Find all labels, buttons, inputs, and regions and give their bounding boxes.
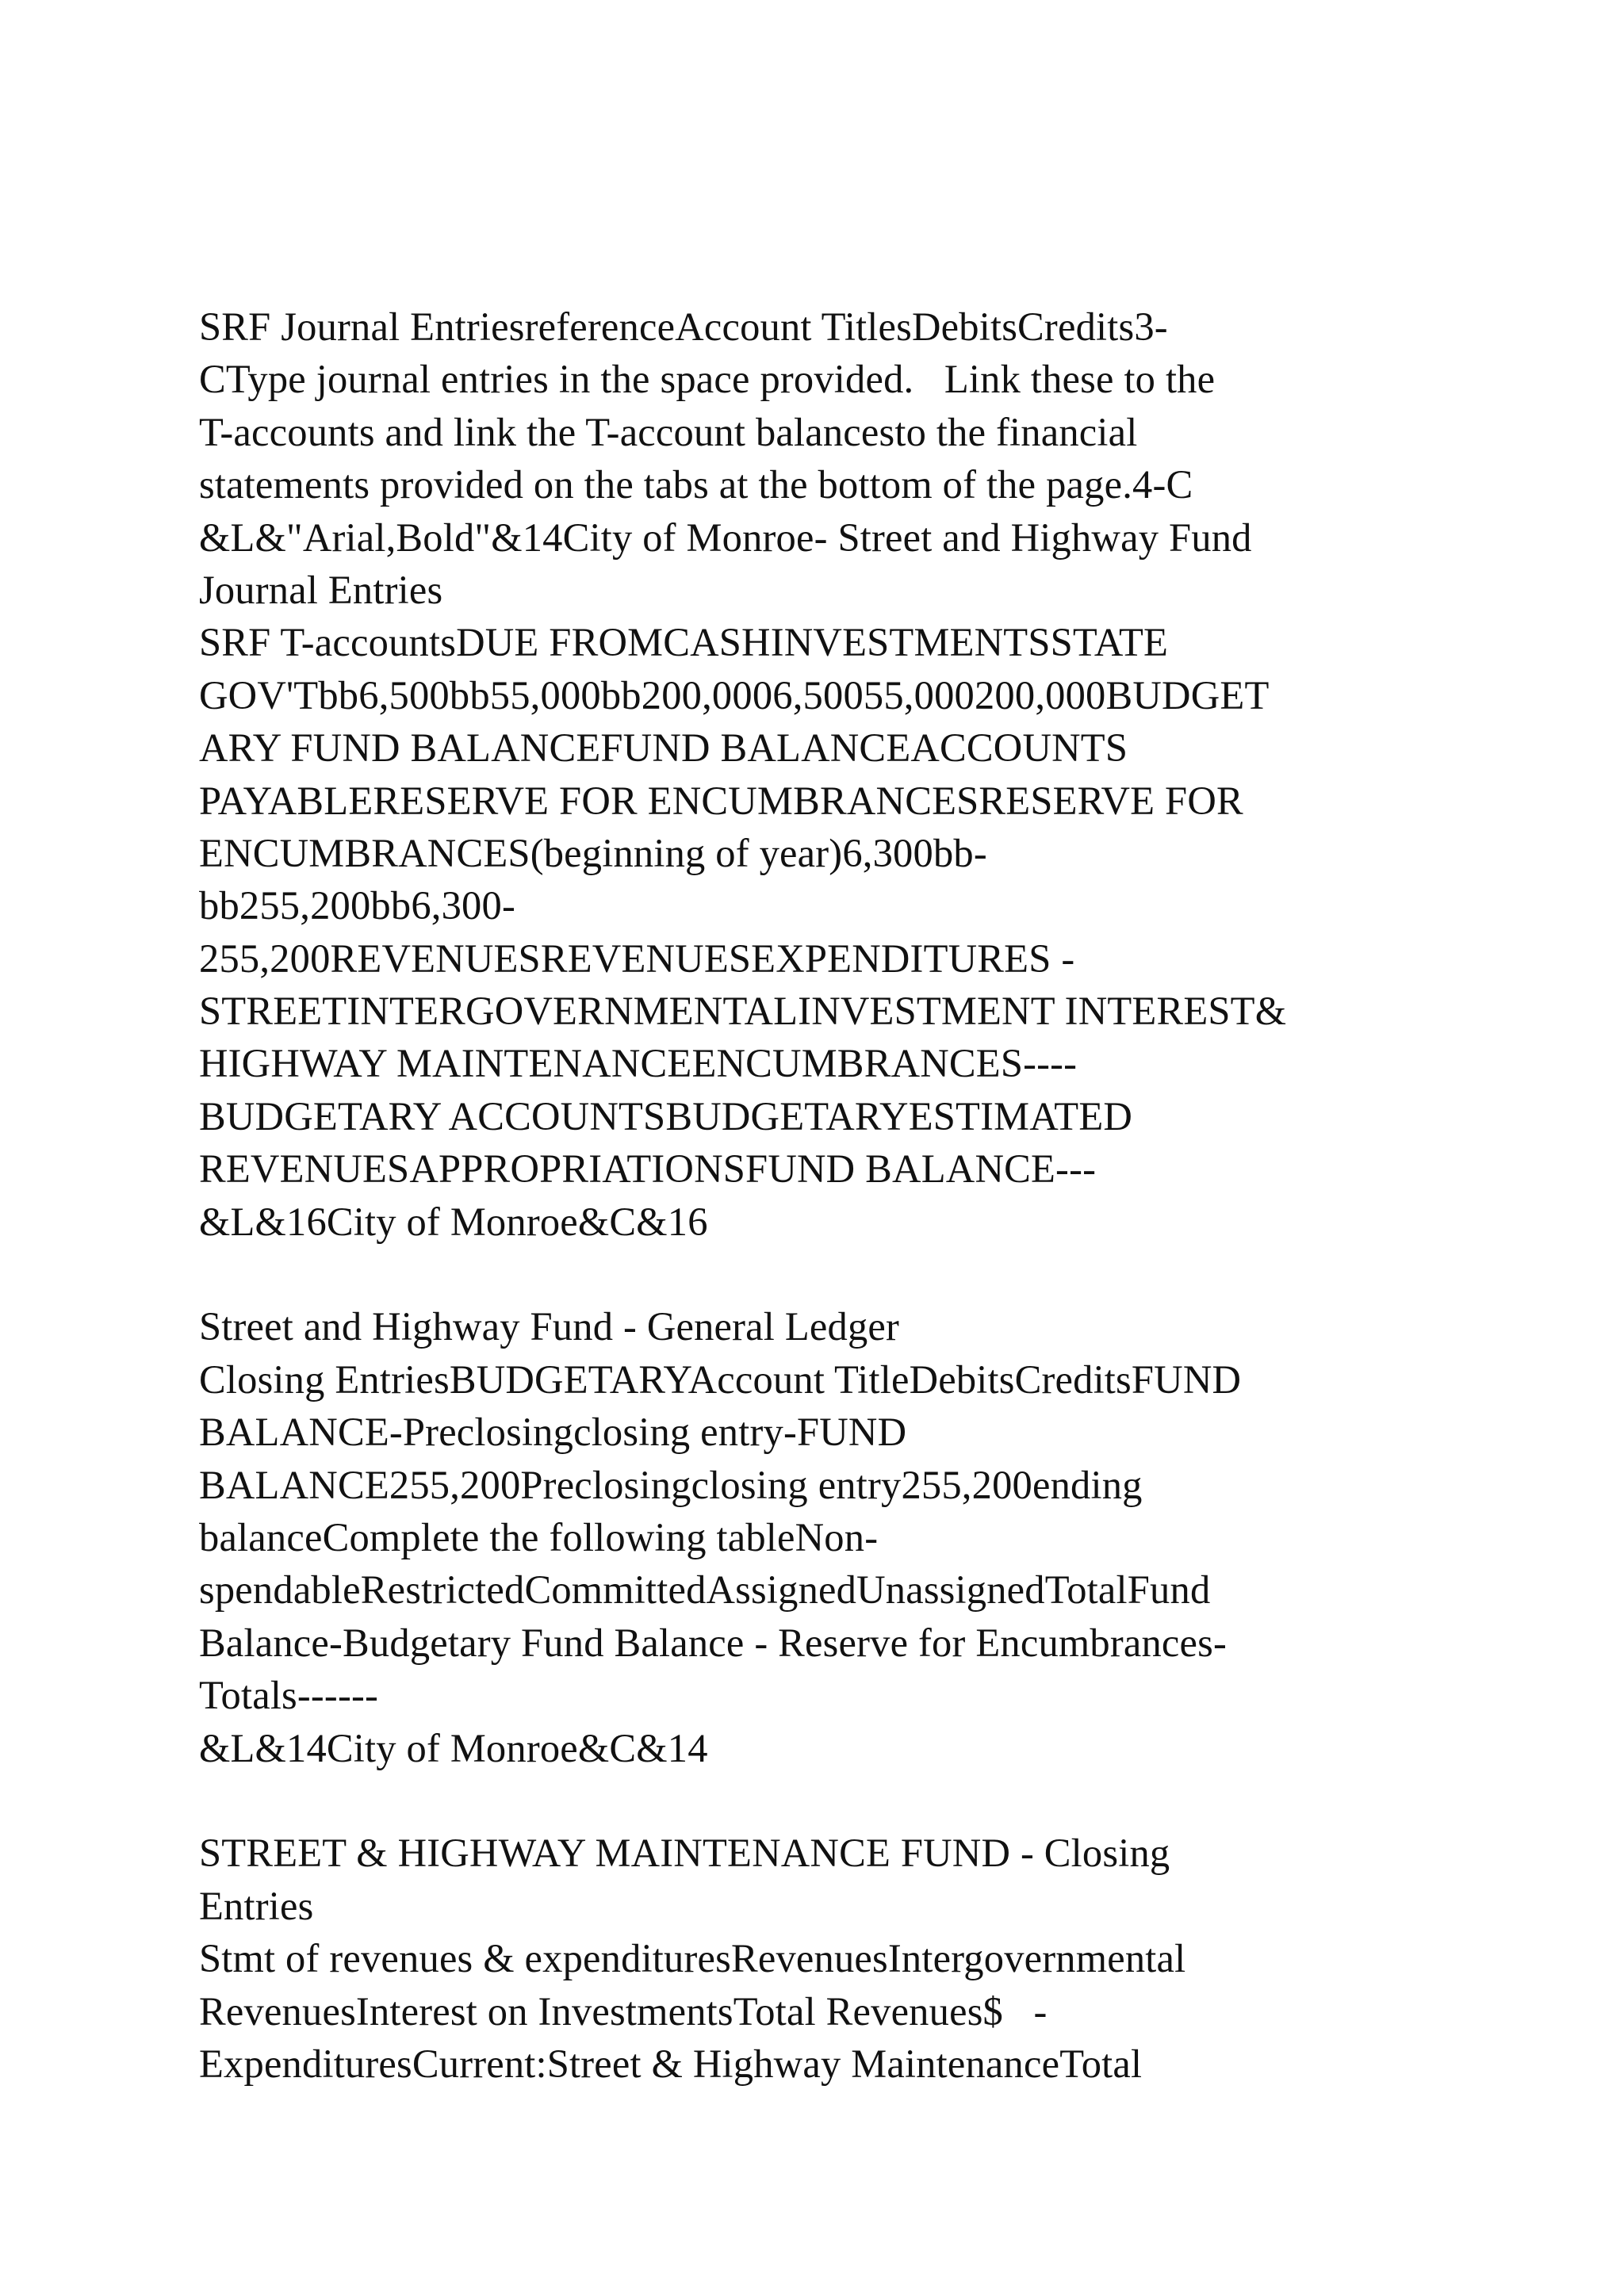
text-line: BALANCE255,200Preclosingclosing entry255,200ending xyxy=(199,1462,1143,1507)
text-line: ExpendituresCurrent:Street & Highway MaintenanceTotal xyxy=(199,2041,1143,2086)
text-line: &L&"Arial,Bold"&14City of Monroe- Street and Highway Fund xyxy=(199,515,1252,560)
text-line: Totals------ xyxy=(199,1673,379,1718)
blank-line xyxy=(199,1774,1507,1827)
text-line: Journal Entries xyxy=(199,567,443,612)
text-line: CType journal entries in the space provided. Link these to the xyxy=(199,357,1216,402)
text-line: Street and Highway Fund - General Ledger xyxy=(199,1304,900,1349)
text-line: 255,200REVENUESREVENUESEXPENDITURES - xyxy=(199,936,1075,981)
text-line: PAYABLERESERVE FOR ENCUMBRANCESRESERVE FOR xyxy=(199,778,1243,823)
text-line: Closing EntriesBUDGETARYAccount TitleDebitsCreditsFUND xyxy=(199,1357,1242,1402)
text-line: statements provided on the tabs at the bottom of the page.4-C xyxy=(199,462,1193,507)
text-line: REVENUESAPPROPRIATIONSFUND BALANCE--- xyxy=(199,1146,1097,1192)
text-line: &L&16City of Monroe&C&16 xyxy=(199,1199,708,1244)
text-line: Stmt of revenues & expendituresRevenuesIntergovernmental xyxy=(199,1936,1186,1981)
text-line: balanceComplete the following tableNon- xyxy=(199,1514,879,1559)
text-line: HIGHWAY MAINTENANCEENCUMBRANCES---- xyxy=(199,1041,1078,1086)
text-line: spendableRestrictedCommittedAssignedUnassignedTotalFund xyxy=(199,1567,1211,1613)
text-line: BALANCE-Preclosingclosing entry-FUND xyxy=(199,1410,907,1455)
text-line: BUDGETARY ACCOUNTSBUDGETARYESTIMATED xyxy=(199,1093,1133,1138)
text-line: GOV'Tbb6,500bb55,000bb200,0006,50055,000200,000BUDGET xyxy=(199,672,1270,718)
text-line: bb255,200bb6,300- xyxy=(199,883,515,928)
text-line: ARY FUND BALANCEFUND BALANCEACCOUNTS xyxy=(199,725,1128,771)
text-line: SRF T-accountsDUE FROMCASHINVESTMENTSSTATE xyxy=(199,620,1169,665)
blank-line xyxy=(199,1248,1507,1300)
text-line: ENCUMBRANCES(beginning of year)6,300bb- xyxy=(199,830,987,875)
text-line: RevenuesInterest on InvestmentsTotal Revenues$ - xyxy=(199,1988,1048,2034)
text-line: Balance-Budgetary Fund Balance - Reserve for Encumbrances- xyxy=(199,1620,1228,1665)
text-line: STREET & HIGHWAY MAINTENANCE FUND - Closing xyxy=(199,1831,1170,1876)
text-line: T-accounts and link the T-account balancesto the financial xyxy=(199,409,1138,454)
document-body xyxy=(199,300,1507,2090)
text-line: &L&14City of Monroe&C&14 xyxy=(199,1725,708,1770)
text-line: Entries xyxy=(199,1883,314,1928)
text-line: SRF Journal EntriesreferenceAccount TitlesDebitsCredits3- xyxy=(199,304,1168,349)
text-line: STREETINTERGOVERNMENTALINVESTMENT INTEREST& xyxy=(199,989,1287,1034)
